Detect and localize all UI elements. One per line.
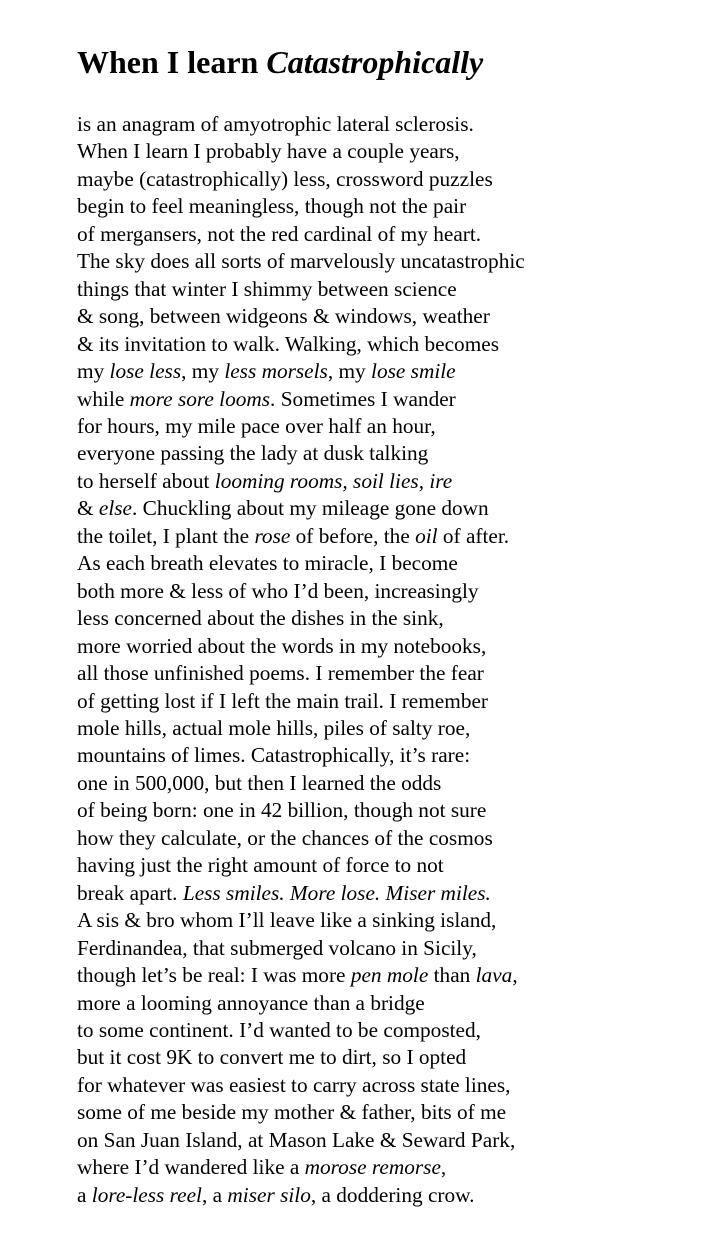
poem-line (77, 358, 525, 385)
poem-text: having just the right amount of force to not (77, 853, 444, 878)
poem-text: on San Juan Island, at Mason Lake & Seward Park, (77, 1127, 516, 1152)
poem-line (77, 660, 525, 687)
poem-line (77, 1072, 525, 1099)
poem-text: The sky does all sorts of marvelously uncatastrophic (77, 249, 525, 274)
poem-line (77, 1017, 525, 1044)
poem-line (77, 386, 525, 413)
poem-line (77, 1154, 525, 1181)
poem-italic-text: lava (475, 963, 513, 988)
poem-line (77, 852, 525, 879)
poem-line (77, 193, 525, 220)
poem-italic-text: else (98, 496, 133, 521)
poem-text: . Chuckling about my mileage gone down (132, 496, 489, 521)
poem-italic-text: lose smile (371, 359, 456, 384)
poem-text: is an anagram of amyotrophic lateral sclerosis. (77, 112, 474, 136)
poem-line (77, 770, 525, 797)
poem-text: break apart. (77, 880, 183, 905)
poem-text: maybe (catastrophically) less, crossword puzzles (77, 166, 493, 191)
poem-italic-text: oil (415, 523, 438, 548)
poem-line (77, 413, 525, 440)
poem-line (77, 248, 525, 275)
poem-line (77, 495, 525, 522)
poem-line (77, 523, 525, 550)
poem-italic-text: less morsels (224, 359, 328, 384)
poem-text: some of me beside my mother & father, bits of me (77, 1100, 507, 1125)
poem-text: both more & less of who I’d been, increasingly (77, 578, 479, 603)
poem-line (77, 303, 525, 330)
poem-italic-text: Less smiles. More lose. Miser miles. (182, 880, 491, 905)
poem-text: & song, between widgeons & windows, weather (77, 304, 490, 329)
poem-text: while (77, 386, 130, 411)
poem-text: things that winter I shimmy between science (77, 276, 457, 301)
poem-line (77, 138, 525, 165)
poem-text: the toilet, I plant the (77, 523, 255, 548)
poem-italic-text: looming rooms, soil lies, ire (214, 468, 453, 493)
poem-text: to some continent. I’d wanted to be composted, (77, 1017, 481, 1042)
poem-line (77, 468, 525, 495)
poem-title-prefix: When I learn (77, 44, 267, 80)
poem-italic-text: lore-less reel (91, 1182, 202, 1207)
poem-text: all those unfinished poems. I remember the fear (77, 661, 484, 686)
poem-line (77, 1182, 525, 1209)
poem-text: & (77, 496, 99, 521)
poem-text: , my (181, 359, 225, 384)
poem-text: . Sometimes I wander (270, 386, 456, 411)
poem-text: more a looming annoyance than a bridge (77, 990, 425, 1015)
poem-line (77, 331, 525, 358)
poem-text: more worried about the words in my notebooks, (77, 633, 487, 658)
poem-line (77, 825, 525, 852)
poem-text: & its invitation to walk. Walking, which becomes (77, 331, 499, 356)
poem-line (77, 962, 525, 989)
poem-text: of mergansers, not the red cardinal of my heart. (77, 221, 482, 246)
poem-text: , my (327, 359, 372, 384)
poem-text: for hours, my mile pace over half an hour, (77, 413, 436, 438)
poem-line (77, 440, 525, 467)
poem-text: though let’s be real: I was more (77, 963, 351, 988)
poem-text: begin to feel meaningless, though not the pair (77, 194, 467, 219)
poem-line (77, 633, 525, 660)
poem-line (77, 742, 525, 769)
poem-line (77, 907, 525, 934)
poem-line (77, 935, 525, 962)
poem-text: , a doddering crow. (310, 1182, 475, 1207)
poem-italic-text: more sore looms (129, 386, 271, 411)
poem-line (77, 1044, 525, 1071)
poem-text: As each breath elevates to miracle, I become (77, 551, 458, 576)
poem-text: A sis & bro whom I’ll leave like a sinking island, (77, 908, 497, 933)
poem-title (77, 40, 483, 84)
poem-italic-text: lose less (109, 359, 182, 384)
poem-text: for whatever was easiest to carry across state lines, (77, 1072, 511, 1097)
poem-text: how they calculate, or the chances of the cosmos (77, 825, 493, 850)
poem-text: everyone passing the lady at dusk talking (77, 441, 429, 466)
poem-line (77, 578, 525, 605)
poem-text: , (512, 963, 518, 988)
poem-line (77, 797, 525, 824)
poem-italic-text: miser silo (227, 1182, 311, 1207)
poem-text: , (440, 1155, 447, 1180)
poem-line (77, 880, 525, 907)
poem-body (77, 111, 525, 1209)
poem-italic-text: rose (254, 523, 291, 548)
poem-text: but it cost 9K to convert me to dirt, so I opted (77, 1045, 467, 1070)
poem-text: of being born: one in 42 billion, though not sure (77, 798, 487, 823)
poem-line (77, 1127, 525, 1154)
poem-line (77, 1099, 525, 1126)
poem-text: mole hills, actual mole hills, piles of salty roe, (77, 715, 471, 740)
poem-text: of before, the (290, 523, 416, 548)
poem-line (77, 605, 525, 632)
poem-text: mountains of limes. Catastrophically, it’s rare: (77, 743, 471, 768)
poem-text: where I’d wandered like a (77, 1155, 305, 1180)
poem-line (77, 715, 525, 742)
poem-text: than (428, 963, 476, 988)
poem-text: of after. (437, 523, 510, 548)
poem-text: , a (201, 1182, 228, 1207)
poem-italic-text: pen mole (350, 963, 429, 988)
poem-text: one in 500,000, but then I learned the odds (77, 770, 442, 795)
poem-text: Ferdinandea, that submerged volcano in Sicily, (77, 935, 477, 960)
poem-line (77, 276, 525, 303)
poem-text: less concerned about the dishes in the sink, (77, 606, 444, 631)
poem-text: When I learn I probably have a couple years, (77, 139, 460, 164)
poem-line (77, 111, 525, 138)
poem-line (77, 990, 525, 1017)
poem-text: a (77, 1182, 92, 1207)
poem-text: my (77, 359, 110, 384)
poem-line (77, 550, 525, 577)
poem-text: to herself about (77, 468, 215, 493)
poem-title-emphasis: Catastrophically (266, 44, 484, 80)
poem-line (77, 688, 525, 715)
poem-text: of getting lost if I left the main trail. I remember (77, 688, 489, 713)
poem-italic-text: morose remorse (304, 1155, 441, 1180)
poem-line (77, 166, 525, 193)
poem-line (77, 221, 525, 248)
